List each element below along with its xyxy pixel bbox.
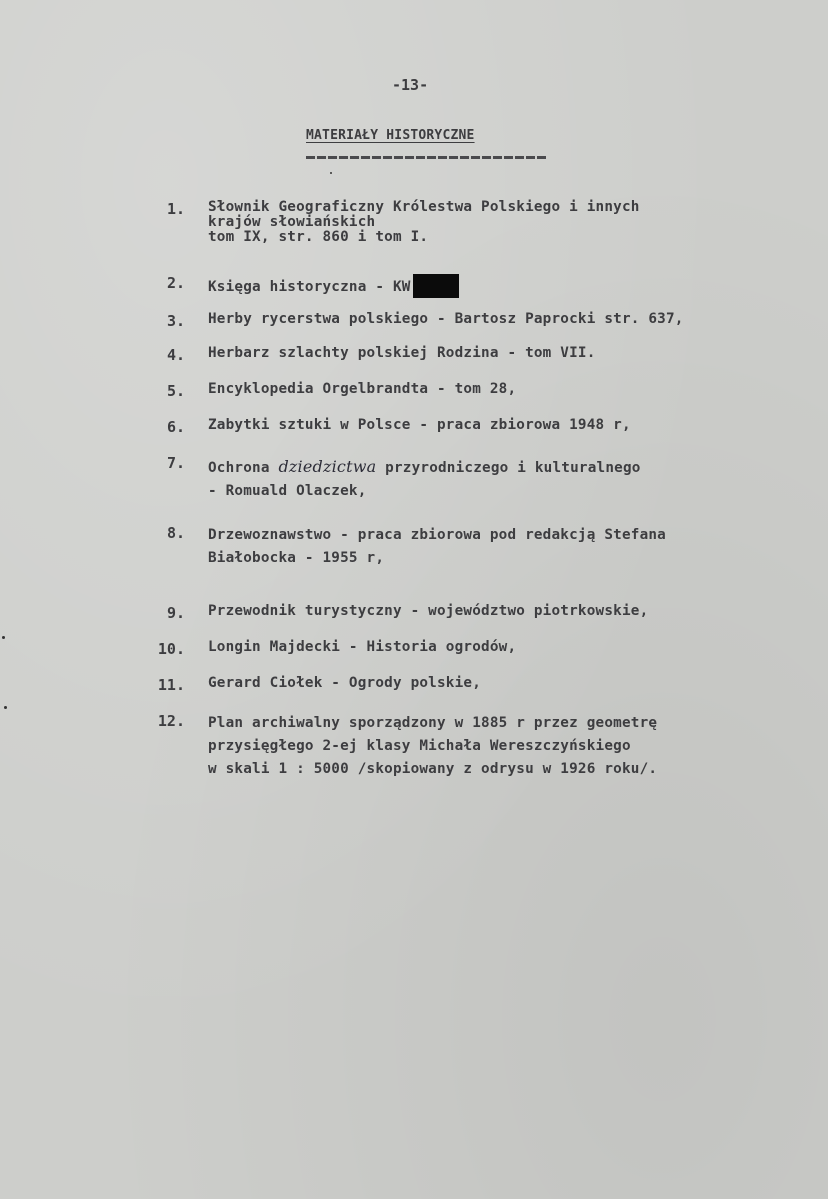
item-text: Słownik Geograficzny Królestwa Polskiego i innych krajów słowiańskich tom IX, str. 860 i tom I. — [208, 199, 640, 245]
item-text: Herbarz szlachty polskiej Rodzina - tom VII. — [208, 345, 596, 361]
item-number: 11. — [157, 676, 185, 694]
paper-speck — [4, 706, 7, 709]
item-number: 3. — [166, 312, 185, 330]
title-underline-rule — [306, 156, 546, 159]
item-text: Przewodnik turystyczny - województwo piotrkowskie, — [208, 603, 649, 619]
item-text: Longin Majdecki - Historia ogrodów, — [208, 639, 517, 655]
item-number: 1. — [166, 200, 185, 218]
item-text: Plan archiwalny sporządzony w 1885 r przez geometrę przysięgłego 2-ej klasy Michała Wereszczyńskiego w skali 1 : 5000 /skopiowany z odrysu w 1926 roku/. — [208, 715, 658, 777]
item-text: Drzewoznawstwo - praca zbiorowa pod redakcją Stefana Białobocka - 1955 r, — [208, 527, 666, 566]
item-number: 10. — [157, 640, 185, 658]
item-text: Gerard Ciołek - Ogrody polskie, — [208, 675, 482, 691]
item-text: Ochrona dziedzictwa przyrodniczego i kulturalnego - Romuald Olaczek, — [208, 457, 641, 499]
paper-speck — [2, 636, 5, 639]
item-number: 9. — [166, 604, 185, 622]
handwritten-correction: dziedzictwa — [278, 457, 377, 476]
item-text: Encyklopedia Orgelbrandta - tom 28, — [208, 381, 517, 397]
item-text: Księga historyczna - KW — [208, 274, 459, 298]
item-number: 2. — [166, 274, 185, 292]
paper-speck — [330, 172, 332, 174]
item-number: 4. — [166, 346, 185, 364]
item-number: 8. — [166, 524, 185, 542]
item-number: 5. — [166, 382, 185, 400]
item-number: 7. — [166, 454, 185, 472]
item-text: Zabytki sztuki w Polsce - praca zbiorowa 1948 r, — [208, 417, 631, 433]
item-number: 12. — [157, 712, 185, 730]
item-number: 6. — [166, 418, 185, 436]
page-title: MATERIAŁY HISTORYCZNE — [306, 128, 475, 143]
item-text: Herby rycerstwa polskiego - Bartosz Paprocki str. 637, — [208, 311, 684, 327]
page-number: -13- — [392, 76, 429, 94]
redaction-block — [413, 274, 459, 298]
